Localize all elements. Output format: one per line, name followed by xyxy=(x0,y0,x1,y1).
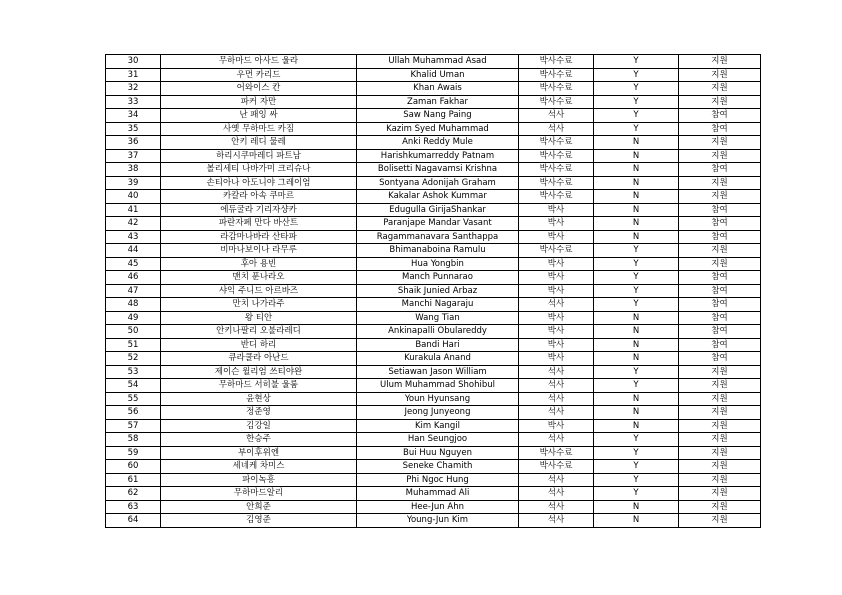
row-number-cell: 62 xyxy=(106,487,161,501)
table-row xyxy=(106,95,761,109)
korean-name-cell: 카칼라 아속 쿠마르 xyxy=(161,190,357,204)
degree-cell: 박사수료 xyxy=(519,82,594,96)
english-name-cell: Setiawan Jason William xyxy=(357,365,519,379)
flag-cell: N xyxy=(594,338,679,352)
korean-name-cell: 난 패잉 싸 xyxy=(161,109,357,123)
row-number-cell: 46 xyxy=(106,271,161,285)
english-name-cell: Jeong Junyeong xyxy=(357,406,519,420)
row-number-cell: 60 xyxy=(106,460,161,474)
degree-cell: 박사 xyxy=(519,217,594,231)
english-name-cell: Phi Ngoc Hung xyxy=(357,473,519,487)
status-cell: 지원 xyxy=(679,68,761,82)
korean-name-cell: 부이후위엔 xyxy=(161,446,357,460)
korean-name-cell: 파이녹흥 xyxy=(161,473,357,487)
korean-name-cell: 왕 티안 xyxy=(161,311,357,325)
korean-name-cell: 파란자페 만다 바산트 xyxy=(161,217,357,231)
status-cell: 참여 xyxy=(679,217,761,231)
status-cell: 지원 xyxy=(679,257,761,271)
korean-name-cell: 정준영 xyxy=(161,406,357,420)
english-name-cell: Kim Kangil xyxy=(357,419,519,433)
row-number-cell: 32 xyxy=(106,82,161,96)
status-cell: 지원 xyxy=(679,500,761,514)
degree-cell: 석사 xyxy=(519,392,594,406)
degree-cell: 석사 xyxy=(519,500,594,514)
status-cell: 참여 xyxy=(679,109,761,123)
korean-name-cell: 무하마드알리 xyxy=(161,487,357,501)
korean-name-cell: 만치 나가라주 xyxy=(161,298,357,312)
table-row xyxy=(106,514,761,528)
english-name-cell: Khan Awais xyxy=(357,82,519,96)
degree-cell: 석사 xyxy=(519,487,594,501)
english-name-cell: Wang Tian xyxy=(357,311,519,325)
flag-cell: N xyxy=(594,406,679,420)
korean-name-cell: 어와이스 칸 xyxy=(161,82,357,96)
status-cell: 지원 xyxy=(679,176,761,190)
degree-cell: 박사수료 xyxy=(519,136,594,150)
flag-cell: N xyxy=(594,136,679,150)
table-row xyxy=(106,379,761,393)
degree-cell: 박사 xyxy=(519,257,594,271)
korean-name-cell: 파커 자만 xyxy=(161,95,357,109)
participant-table-container xyxy=(105,54,760,528)
row-number-cell: 48 xyxy=(106,298,161,312)
status-cell: 지원 xyxy=(679,55,761,69)
english-name-cell: Youn Hyunsang xyxy=(357,392,519,406)
status-cell: 지원 xyxy=(679,190,761,204)
table-row xyxy=(106,244,761,258)
flag-cell: Y xyxy=(594,244,679,258)
status-cell: 지원 xyxy=(679,460,761,474)
row-number-cell: 43 xyxy=(106,230,161,244)
status-cell: 참여 xyxy=(679,203,761,217)
status-cell: 지원 xyxy=(679,419,761,433)
english-name-cell: Muhammad Ali xyxy=(357,487,519,501)
flag-cell: Y xyxy=(594,487,679,501)
flag-cell: Y xyxy=(594,284,679,298)
row-number-cell: 64 xyxy=(106,514,161,528)
row-number-cell: 50 xyxy=(106,325,161,339)
flag-cell: Y xyxy=(594,82,679,96)
english-name-cell: Shaik Junied Arbaz xyxy=(357,284,519,298)
status-cell: 지원 xyxy=(679,433,761,447)
english-name-cell: Ulum Muhammad Shohibul xyxy=(357,379,519,393)
korean-name-cell: 맨치 푼나라오 xyxy=(161,271,357,285)
status-cell: 지원 xyxy=(679,446,761,460)
korean-name-cell: 우먼 카리드 xyxy=(161,68,357,82)
table-row xyxy=(106,338,761,352)
status-cell: 지원 xyxy=(679,136,761,150)
korean-name-cell: 한승주 xyxy=(161,433,357,447)
status-cell: 지원 xyxy=(679,487,761,501)
degree-cell: 박사수료 xyxy=(519,163,594,177)
degree-cell: 박사수료 xyxy=(519,95,594,109)
english-name-cell: Hee-Jun Ahn xyxy=(357,500,519,514)
row-number-cell: 42 xyxy=(106,217,161,231)
korean-name-cell: 무하마드 서히불 울룸 xyxy=(161,379,357,393)
flag-cell: N xyxy=(594,325,679,339)
flag-cell: Y xyxy=(594,379,679,393)
row-number-cell: 37 xyxy=(106,149,161,163)
flag-cell: Y xyxy=(594,95,679,109)
status-cell: 지원 xyxy=(679,149,761,163)
participant-table xyxy=(105,54,761,528)
degree-cell: 석사 xyxy=(519,514,594,528)
row-number-cell: 33 xyxy=(106,95,161,109)
english-name-cell: Seneke Chamith xyxy=(357,460,519,474)
degree-cell: 박사수료 xyxy=(519,446,594,460)
flag-cell: Y xyxy=(594,257,679,271)
degree-cell: 박사수료 xyxy=(519,68,594,82)
row-number-cell: 52 xyxy=(106,352,161,366)
flag-cell: N xyxy=(594,203,679,217)
korean-name-cell: 제이슨 윌리엄 쓰티야완 xyxy=(161,365,357,379)
degree-cell: 석사 xyxy=(519,298,594,312)
table-row xyxy=(106,311,761,325)
table-row xyxy=(106,176,761,190)
table-row xyxy=(106,136,761,150)
status-cell: 참여 xyxy=(679,122,761,136)
degree-cell: 박사 xyxy=(519,203,594,217)
row-number-cell: 34 xyxy=(106,109,161,123)
korean-name-cell: 안키나팔리 오불라레디 xyxy=(161,325,357,339)
degree-cell: 박사 xyxy=(519,419,594,433)
row-number-cell: 54 xyxy=(106,379,161,393)
status-cell: 참여 xyxy=(679,311,761,325)
english-name-cell: Zaman Fakhar xyxy=(357,95,519,109)
row-number-cell: 61 xyxy=(106,473,161,487)
status-cell: 참여 xyxy=(679,338,761,352)
flag-cell: Y xyxy=(594,109,679,123)
flag-cell: Y xyxy=(594,446,679,460)
table-row xyxy=(106,82,761,96)
degree-cell: 석사 xyxy=(519,473,594,487)
flag-cell: N xyxy=(594,514,679,528)
table-row xyxy=(106,203,761,217)
english-name-cell: Ullah Muhammad Asad xyxy=(357,55,519,69)
table-row xyxy=(106,217,761,231)
status-cell: 참여 xyxy=(679,352,761,366)
degree-cell: 박사수료 xyxy=(519,190,594,204)
english-name-cell: Kakalar Ashok Kummar xyxy=(357,190,519,204)
korean-name-cell: 사옛 무하마드 카짐 xyxy=(161,122,357,136)
table-row xyxy=(106,325,761,339)
english-name-cell: Kazim Syed Muhammad xyxy=(357,122,519,136)
table-row xyxy=(106,473,761,487)
korean-name-cell: 안희준 xyxy=(161,500,357,514)
row-number-cell: 49 xyxy=(106,311,161,325)
row-number-cell: 53 xyxy=(106,365,161,379)
flag-cell: Y xyxy=(594,68,679,82)
degree-cell: 석사 xyxy=(519,379,594,393)
degree-cell: 석사 xyxy=(519,365,594,379)
status-cell: 참여 xyxy=(679,298,761,312)
row-number-cell: 57 xyxy=(106,419,161,433)
status-cell: 참여 xyxy=(679,284,761,298)
korean-name-cell: 반디 하리 xyxy=(161,338,357,352)
english-name-cell: Hua Yongbin xyxy=(357,257,519,271)
status-cell: 지원 xyxy=(679,365,761,379)
row-number-cell: 41 xyxy=(106,203,161,217)
status-cell: 지원 xyxy=(679,379,761,393)
flag-cell: Y xyxy=(594,271,679,285)
flag-cell: Y xyxy=(594,122,679,136)
flag-cell: N xyxy=(594,190,679,204)
korean-name-cell: 김강일 xyxy=(161,419,357,433)
english-name-cell: Khalid Uman xyxy=(357,68,519,82)
degree-cell: 박사 xyxy=(519,325,594,339)
english-name-cell: Bui Huu Nguyen xyxy=(357,446,519,460)
status-cell: 지원 xyxy=(679,95,761,109)
english-name-cell: Manchi Nagaraju xyxy=(357,298,519,312)
degree-cell: 박사 xyxy=(519,352,594,366)
flag-cell: Y xyxy=(594,460,679,474)
english-name-cell: Ankinapalli Obulareddy xyxy=(357,325,519,339)
degree-cell: 박사수료 xyxy=(519,244,594,258)
status-cell: 지원 xyxy=(679,244,761,258)
flag-cell: N xyxy=(594,230,679,244)
status-cell: 참여 xyxy=(679,230,761,244)
flag-cell: N xyxy=(594,392,679,406)
flag-cell: N xyxy=(594,149,679,163)
row-number-cell: 59 xyxy=(106,446,161,460)
korean-name-cell: 에듀굴라 기리자샹카 xyxy=(161,203,357,217)
korean-name-cell: 후아 용빈 xyxy=(161,257,357,271)
row-number-cell: 30 xyxy=(106,55,161,69)
english-name-cell: Sontyana Adonijah Graham xyxy=(357,176,519,190)
table-row xyxy=(106,365,761,379)
english-name-cell: Manch Punnarao xyxy=(357,271,519,285)
english-name-cell: Harishkumarreddy Patnam xyxy=(357,149,519,163)
row-number-cell: 38 xyxy=(106,163,161,177)
table-row xyxy=(106,230,761,244)
row-number-cell: 55 xyxy=(106,392,161,406)
row-number-cell: 36 xyxy=(106,136,161,150)
status-cell: 지원 xyxy=(679,82,761,96)
table-row xyxy=(106,190,761,204)
table-row xyxy=(106,487,761,501)
english-name-cell: Bhimanaboina Ramulu xyxy=(357,244,519,258)
flag-cell: N xyxy=(594,163,679,177)
row-number-cell: 40 xyxy=(106,190,161,204)
flag-cell: N xyxy=(594,352,679,366)
flag-cell: N xyxy=(594,217,679,231)
korean-name-cell: 윤현상 xyxy=(161,392,357,406)
table-row xyxy=(106,500,761,514)
table-row xyxy=(106,284,761,298)
english-name-cell: Bandi Hari xyxy=(357,338,519,352)
degree-cell: 박사수료 xyxy=(519,460,594,474)
status-cell: 지원 xyxy=(679,392,761,406)
flag-cell: Y xyxy=(594,433,679,447)
degree-cell: 박사수료 xyxy=(519,55,594,69)
english-name-cell: Anki Reddy Mule xyxy=(357,136,519,150)
table-row xyxy=(106,68,761,82)
korean-name-cell: 큐라쿨라 아난드 xyxy=(161,352,357,366)
table-row xyxy=(106,55,761,69)
table-row xyxy=(106,109,761,123)
korean-name-cell: 비마나보이나 라무루 xyxy=(161,244,357,258)
table-row xyxy=(106,419,761,433)
korean-name-cell: 하리시쿠마레디 파트남 xyxy=(161,149,357,163)
flag-cell: N xyxy=(594,419,679,433)
row-number-cell: 63 xyxy=(106,500,161,514)
degree-cell: 석사 xyxy=(519,433,594,447)
table-row xyxy=(106,352,761,366)
table-row xyxy=(106,122,761,136)
flag-cell: Y xyxy=(594,473,679,487)
table-row xyxy=(106,446,761,460)
korean-name-cell: 무하마드 아사드 울라 xyxy=(161,55,357,69)
degree-cell: 박사 xyxy=(519,271,594,285)
row-number-cell: 35 xyxy=(106,122,161,136)
table-row xyxy=(106,392,761,406)
degree-cell: 석사 xyxy=(519,109,594,123)
korean-name-cell: 샤익 주니드 아르바즈 xyxy=(161,284,357,298)
degree-cell: 박사 xyxy=(519,311,594,325)
flag-cell: Y xyxy=(594,365,679,379)
flag-cell: N xyxy=(594,176,679,190)
row-number-cell: 31 xyxy=(106,68,161,82)
korean-name-cell: 김영준 xyxy=(161,514,357,528)
table-row xyxy=(106,460,761,474)
degree-cell: 석사 xyxy=(519,122,594,136)
english-name-cell: Han Seungjoo xyxy=(357,433,519,447)
flag-cell: N xyxy=(594,311,679,325)
flag-cell: N xyxy=(594,500,679,514)
status-cell: 참여 xyxy=(679,271,761,285)
status-cell: 지원 xyxy=(679,473,761,487)
table-row xyxy=(106,271,761,285)
table-row xyxy=(106,257,761,271)
row-number-cell: 56 xyxy=(106,406,161,420)
table-row xyxy=(106,298,761,312)
table-row xyxy=(106,433,761,447)
flag-cell: Y xyxy=(594,298,679,312)
english-name-cell: Edugulla GirijaShankar xyxy=(357,203,519,217)
degree-cell: 박사수료 xyxy=(519,149,594,163)
english-name-cell: Ragammanavara Santhappa xyxy=(357,230,519,244)
degree-cell: 박사 xyxy=(519,338,594,352)
english-name-cell: Kurakula Anand xyxy=(357,352,519,366)
korean-name-cell: 라감마나바라 산타파 xyxy=(161,230,357,244)
table-row xyxy=(106,149,761,163)
korean-name-cell: 안키 레디 물레 xyxy=(161,136,357,150)
degree-cell: 박사 xyxy=(519,230,594,244)
status-cell: 참여 xyxy=(679,325,761,339)
degree-cell: 박사수료 xyxy=(519,176,594,190)
flag-cell: Y xyxy=(594,55,679,69)
row-number-cell: 47 xyxy=(106,284,161,298)
degree-cell: 박사 xyxy=(519,284,594,298)
korean-name-cell: 볼리세티 나바가미 크리슈나 xyxy=(161,163,357,177)
row-number-cell: 51 xyxy=(106,338,161,352)
degree-cell: 석사 xyxy=(519,406,594,420)
table-row xyxy=(106,406,761,420)
korean-name-cell: 세네케 차미스 xyxy=(161,460,357,474)
status-cell: 참여 xyxy=(679,163,761,177)
row-number-cell: 39 xyxy=(106,176,161,190)
english-name-cell: Bolisetti Nagavamsi Krishna xyxy=(357,163,519,177)
korean-name-cell: 손티아나 아도니야 그레이엄 xyxy=(161,176,357,190)
row-number-cell: 58 xyxy=(106,433,161,447)
table-row xyxy=(106,163,761,177)
status-cell: 지원 xyxy=(679,514,761,528)
row-number-cell: 45 xyxy=(106,257,161,271)
english-name-cell: Saw Nang Paing xyxy=(357,109,519,123)
table-body xyxy=(106,55,761,528)
status-cell: 지원 xyxy=(679,406,761,420)
row-number-cell: 44 xyxy=(106,244,161,258)
english-name-cell: Young-Jun Kim xyxy=(357,514,519,528)
english-name-cell: Paranjape Mandar Vasant xyxy=(357,217,519,231)
